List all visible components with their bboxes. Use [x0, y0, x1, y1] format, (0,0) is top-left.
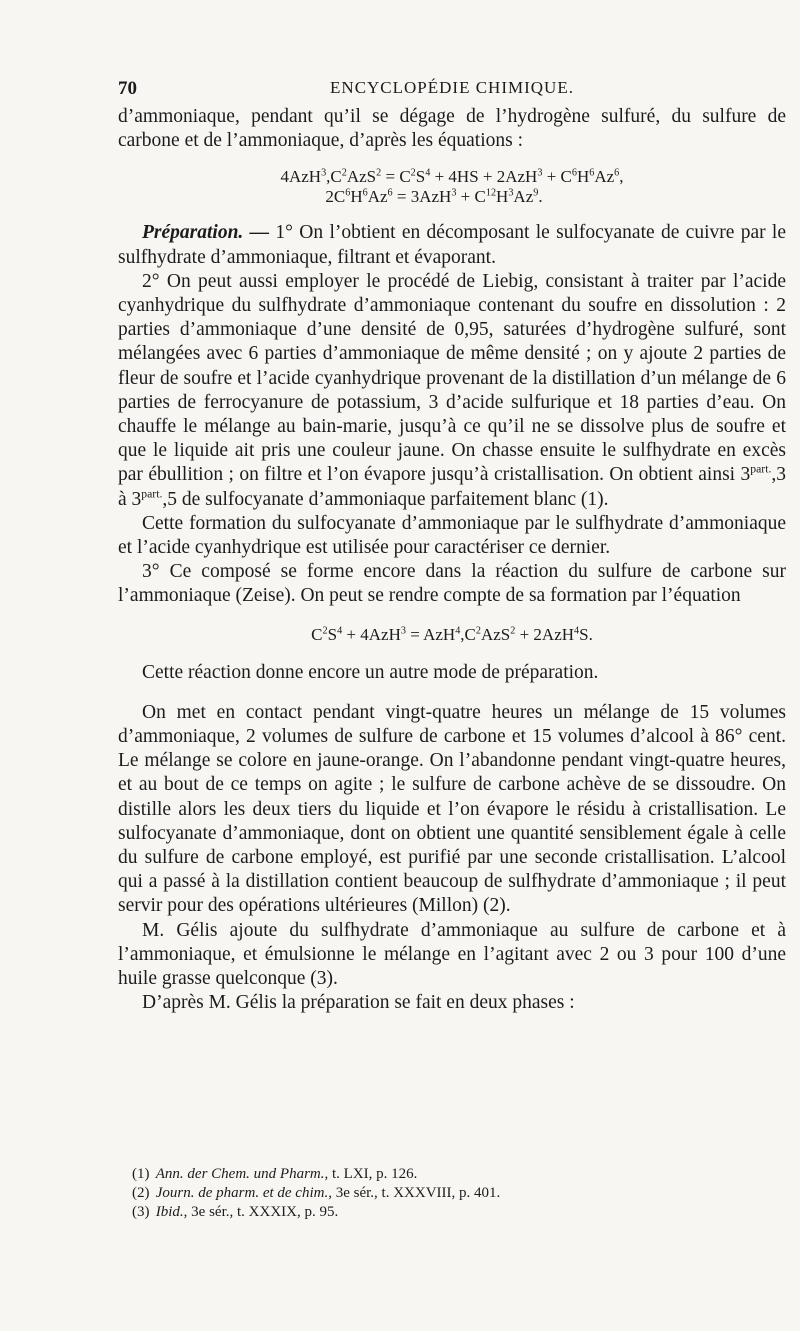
footnotes: [132, 1165, 772, 1222]
page-header: [118, 78, 786, 106]
paragraph-zeise: 3° Ce composé se forme encore dans la réaction du sulfure de carbone sur l’ammoniaque (Zeise). On peut se rendre compte de sa formation par l’équation: [118, 561, 786, 607]
equation-1: $4AzH^3,C^2AzS^2 = C^2S^4 + 4HS + 2AzH^3 + C^6H^6Az^6$,: [280, 167, 624, 187]
equation-3: $C^2S^4 + 4AzH^3 = AzH^4,C^2AzS^2 + 2AzH^4S$.: [311, 624, 593, 644]
paragraph-liebig: 2° On peut aussi employer le procédé de Liebig, consistant à traiter par l’acide cyanhydrique du sulfhydrate d’ammoniaque contenant du soufre en dissolution : 2 parties d’ammoniaque d’une densité de 0,95, saturées d’hydrogène sulfuré, sont mélangées avec 6 parties d’ammoniaque de même densité ; on y ajoute 2 parties de fleur de soufre et l’acide cyanhydrique provenant de la distillation d’un mélange de 6 parties de ferrocyanure de potassium, 3 d’acide sulfurique et 18 parties d’eau. On chauffe le mélange au bain-marie, jusqu’à ce qu’il ne se dissolve plus de soufre et que le liquide ait pris une couleur jaune. On chasse ensuite le sulfhydrate en excès par ébullition ; on filtre et l’on évapore jusqu’à cristallisation. On obtient ainsi $3^{part.},3$ à $3^{part.},5$ de sulfocyanate d’ammoniaque parfaitement blanc (1).: [118, 270, 786, 510]
footnote: (2) Journ. de pharm. et de chim., 3e sér., t. XXXVIII, p. 401.: [132, 1185, 501, 1201]
paragraph-two-phases: D’après M. Gélis la préparation se fait en deux phases :: [142, 992, 575, 1014]
paragraph-gelis: M. Gélis ajoute du sulfhydrate d’ammoniaque au sulfure de carbone et à l’ammoniaque, et émulsionne le mélange en l’agitant avec 2 ou 3 pour 100 d’une huile grasse quelconque (3).: [118, 919, 786, 990]
paragraph-millon: On met en contact pendant vingt-quatre heures un mélange de 15 volumes d’ammoniaque, 2 volumes de sulfure de carbone et 15 volumes d’alcool à 86° cent. Le mélange se colore en jaune-orange. On l’abandonne pendant vingt-quatre heures, et au bout de ce temps on agite ; le sulfure de carbone achève de se dissoudre. On distille alors les deux tiers du liquide et l’on évapore le résidu à cristallisation. Le sulfocyanate d’ammoniaque, dont on obtient une quantité sensiblement égale à celle du sulfure de carbone employé, est purifié par une seconde cristallisation. L’alcool qui a passé à la distillation contient beaucoup de sulfhydrate d’ammoniaque ; il peut servir pour des opérations ultérieures (Millon) (2).: [118, 701, 786, 917]
running-head: ENCYCLOPÉDIE CHIMIQUE.: [330, 78, 574, 97]
body-text: [118, 105, 786, 1016]
equation-block-1: [118, 167, 786, 207]
paragraph-intro: d’ammoniaque, pendant qu’il se dégage de l’hydrogène sulfuré, du sulfure de carbone et de l’ammoniaque, d’après les équations :: [118, 106, 786, 152]
paragraph-another-mode: Cette réaction donne encore un autre mode de préparation.: [142, 661, 599, 683]
paragraph-preparation: Préparation. — 1° On l’obtient en décomposant le sulfocyanate de cuivre par le sulfhydrate d’ammoniaque, filtrant et évaporant.: [118, 222, 787, 268]
equation-block-2: [118, 625, 786, 645]
footnote: (3) Ibid., 3e sér., t. XXXIX, p. 95.: [132, 1204, 339, 1220]
section-title: Préparation. —: [142, 222, 270, 244]
equation-2: $2C^6H^6Az^6 = 3AzH^3 + C^{12}H^3Az^9$.: [325, 187, 543, 207]
footnote: (1) Ann. der Chem. und Pharm., t. LXI, p. 126.: [132, 1166, 418, 1182]
page-number: 70: [118, 78, 137, 99]
paragraph-formation: Cette formation du sulfocyanate d’ammoniaque par le sulfhydrate d’ammoniaque et l’acide cyanhydrique est utilisée pour caractériser ce dernier.: [118, 512, 786, 559]
